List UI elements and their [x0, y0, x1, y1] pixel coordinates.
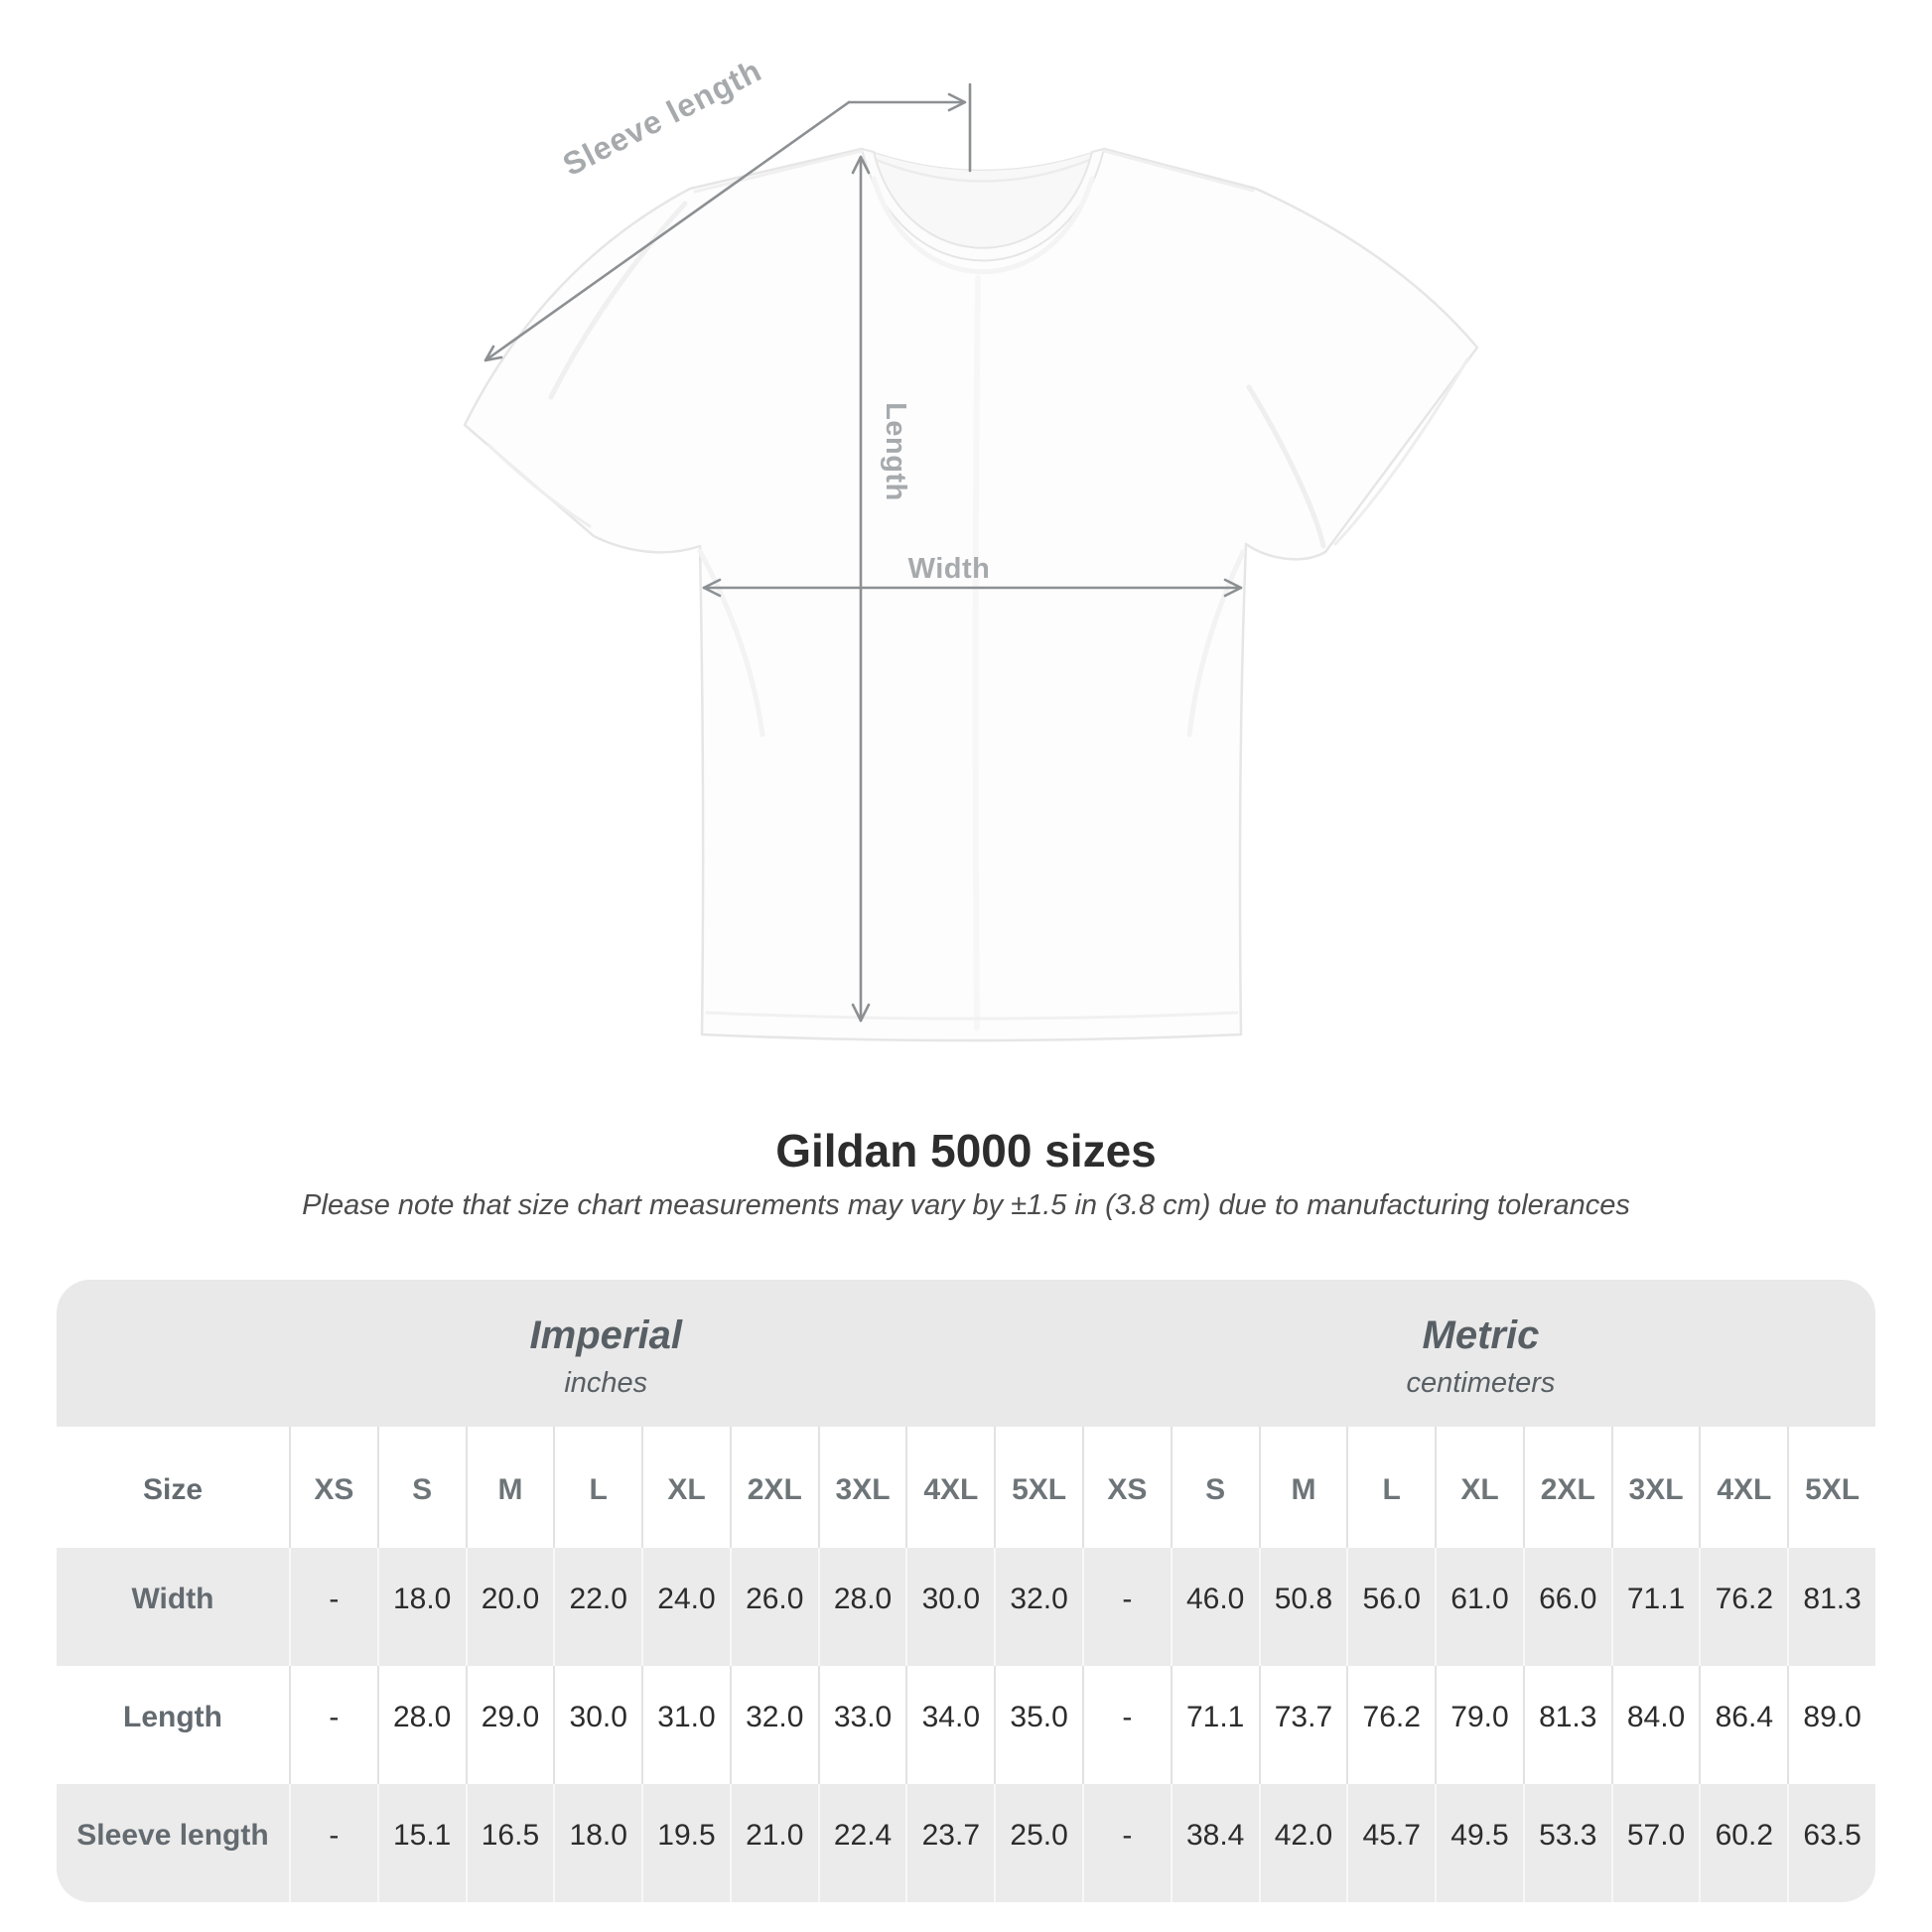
- sleeve-length-value: 38.4: [1171, 1784, 1259, 1902]
- length-value: 33.0: [818, 1666, 906, 1784]
- length-value: 32.0: [730, 1666, 818, 1784]
- sleeve-length-value: 18.0: [553, 1784, 641, 1902]
- sleeve-length-value: 53.3: [1523, 1784, 1611, 1902]
- size-header-label: Size: [142, 1472, 204, 1506]
- row-label-length: Length: [123, 1701, 222, 1734]
- width-value: 50.8: [1259, 1548, 1347, 1666]
- width-label: Width: [907, 553, 991, 585]
- width-value: -: [289, 1548, 377, 1666]
- size-column-header: M: [1259, 1427, 1347, 1548]
- width-value: 20.0: [466, 1548, 554, 1666]
- size-column-header: XS: [1082, 1427, 1171, 1548]
- width-value: 71.1: [1611, 1548, 1700, 1666]
- page-title: Gildan 5000 sizes: [775, 1125, 1157, 1176]
- length-value: -: [289, 1666, 377, 1784]
- length-value: 29.0: [466, 1666, 554, 1784]
- sleeve-length-value: 25.0: [994, 1784, 1082, 1902]
- width-value: 22.0: [553, 1548, 641, 1666]
- length-value: 81.3: [1523, 1666, 1611, 1784]
- sleeve-length-value: 60.2: [1699, 1784, 1787, 1902]
- width-value: 32.0: [994, 1548, 1082, 1666]
- size-column-header: 5XL: [1787, 1427, 1875, 1548]
- length-value: 31.0: [641, 1666, 730, 1784]
- sleeve-length-value: 15.1: [377, 1784, 466, 1902]
- sleeve-length-value: 63.5: [1787, 1784, 1875, 1902]
- size-column-header: 3XL: [1611, 1427, 1700, 1548]
- size-column-header: 2XL: [1523, 1427, 1611, 1548]
- sleeve-length-value: 49.5: [1435, 1784, 1523, 1902]
- row-label-sleeve-length: Sleeve length: [76, 1819, 269, 1853]
- length-value: 34.0: [905, 1666, 994, 1784]
- tolerance-note: Please note that size chart measurements may vary by ±1.5 in (3.8 cm) due to manufacturing tolerances: [302, 1189, 1630, 1221]
- table-row-length: [57, 1666, 1875, 1784]
- imperial-unit: inches: [564, 1367, 648, 1400]
- length-value: 30.0: [553, 1666, 641, 1784]
- length-value: 73.7: [1259, 1666, 1347, 1784]
- width-value: 61.0: [1435, 1548, 1523, 1666]
- length-value: 89.0: [1787, 1666, 1875, 1784]
- center-crease: [976, 278, 978, 1028]
- sleeve-length-value: -: [289, 1784, 377, 1902]
- sleeve-length-value: 23.7: [905, 1784, 994, 1902]
- metric-unit: centimeters: [1406, 1367, 1556, 1400]
- sleeve-length-value: 22.4: [818, 1784, 906, 1902]
- size-column-header: 2XL: [730, 1427, 818, 1548]
- width-value: 66.0: [1523, 1548, 1611, 1666]
- size-column-header: 5XL: [994, 1427, 1082, 1548]
- title-block: [0, 1125, 1932, 1222]
- size-column-header: 4XL: [1699, 1427, 1787, 1548]
- size-column-header: XS: [289, 1427, 377, 1548]
- width-value: 46.0: [1171, 1548, 1259, 1666]
- width-value: 76.2: [1699, 1548, 1787, 1666]
- size-column-header: L: [1346, 1427, 1435, 1548]
- sleeve-length-value: -: [1082, 1784, 1171, 1902]
- width-value: -: [1082, 1548, 1171, 1666]
- length-value: 86.4: [1699, 1666, 1787, 1784]
- size-column-header: 4XL: [905, 1427, 994, 1548]
- width-value: 26.0: [730, 1548, 818, 1666]
- sleeve-length-value: 57.0: [1611, 1784, 1700, 1902]
- sleeve-length-value: 19.5: [641, 1784, 730, 1902]
- size-column-header: XL: [641, 1427, 730, 1548]
- metric-group-header: [1407, 1284, 1556, 1431]
- length-value: 28.0: [377, 1666, 466, 1784]
- width-value: 56.0: [1346, 1548, 1435, 1666]
- imperial-title: Imperial: [529, 1313, 682, 1358]
- size-header-row: [57, 1427, 1875, 1548]
- width-value: 28.0: [818, 1548, 906, 1666]
- unit-band: [57, 1280, 1875, 1427]
- size-column-header: L: [553, 1427, 641, 1548]
- sleeve-length-value: 45.7: [1346, 1784, 1435, 1902]
- row-label-width: Width: [131, 1583, 214, 1616]
- sleeve-length-value: 42.0: [1259, 1784, 1347, 1902]
- length-label: Length: [880, 402, 911, 501]
- width-value: 18.0: [377, 1548, 466, 1666]
- size-table: [57, 1280, 1875, 1902]
- tshirt-body: [465, 149, 1477, 1040]
- sleeve-length-value: 16.5: [466, 1784, 554, 1902]
- sleeve-length-label: Sleeve length: [557, 52, 767, 184]
- size-column-header: S: [1171, 1427, 1259, 1548]
- length-value: 71.1: [1171, 1666, 1259, 1784]
- table-row-width: [57, 1548, 1875, 1666]
- length-value: 76.2: [1346, 1666, 1435, 1784]
- imperial-group-header: [530, 1284, 682, 1431]
- size-column-header: 3XL: [818, 1427, 906, 1548]
- size-column-header: XL: [1435, 1427, 1523, 1548]
- width-value: 30.0: [905, 1548, 994, 1666]
- tshirt-graphic: [465, 149, 1477, 1040]
- size-column-header: M: [466, 1427, 554, 1548]
- length-value: 84.0: [1611, 1666, 1700, 1784]
- sleeve-length-value: 21.0: [730, 1784, 818, 1902]
- width-value: 81.3: [1787, 1548, 1875, 1666]
- table-row-sleeve-length: [57, 1784, 1875, 1902]
- length-value: 79.0: [1435, 1666, 1523, 1784]
- size-column-header: S: [377, 1427, 466, 1548]
- metric-title: Metric: [1422, 1313, 1540, 1358]
- length-value: 35.0: [994, 1666, 1082, 1784]
- width-value: 24.0: [641, 1548, 730, 1666]
- length-value: -: [1082, 1666, 1171, 1784]
